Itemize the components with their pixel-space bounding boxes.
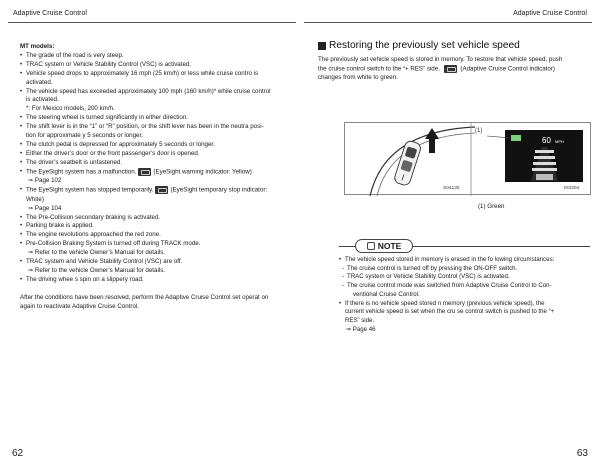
note-item: - The cruise control is turned off by pressing the ON-OFF switch. <box>339 265 590 274</box>
page-number-right: 63 <box>576 448 588 459</box>
condition-item: • Vehicle speed drops to approximately 16 mph (25 km/h) or less while cruise contro is <box>20 70 292 79</box>
condition-item: • The grade of the road is very steep. <box>20 52 292 61</box>
condition-item: • The engine revolutions approached the red zone. <box>20 231 292 240</box>
square-bullet-icon <box>318 42 326 50</box>
speed-unit: MPH <box>555 139 564 144</box>
page-reference: ⇒ Page 46 <box>346 325 376 333</box>
note-item: current vehicle speed is set when the cru se control switch is pushed to the “+ <box>345 308 555 316</box>
condition-item: • The driving whee s spin on a slippery road. <box>20 276 292 285</box>
condition-item: *: For Mexico models, 200 km/h. <box>26 105 115 113</box>
mt-models-heading: MT models: <box>20 43 55 50</box>
page-reference: ⇒ Refer to the vehicle Owner’s Manual for details. <box>28 266 166 274</box>
eyesight-indicator-icon <box>155 186 168 194</box>
page-number-left: 62 <box>12 448 24 459</box>
indicator-description: (EyeSight temporary stop indicator: <box>170 186 268 194</box>
note-item: • The vehicle speed stored in memory is erased in the fo lowing circumstances: <box>339 256 590 265</box>
gap-bar <box>535 150 554 153</box>
condition-item: is activated. <box>26 96 59 104</box>
condition-item: • Pre-Collision Braking System is turned off during TRACK mode. <box>20 240 292 249</box>
condition-item: • The vehicle speed has exceeded approximately 100 mph (160 km/h)* while cruise control <box>20 88 292 97</box>
body-text: (Adaptive Cruise Control indicator) <box>460 65 555 73</box>
steering-wheel-inner-arc <box>377 133 475 196</box>
section-title <box>318 40 590 52</box>
gap-bar <box>534 156 555 159</box>
page-reference: ⇒ Page 102 <box>28 177 62 185</box>
condition-item: • The steering wheel is turned significantly in either direction. <box>20 114 292 123</box>
header-rule-right <box>304 22 592 23</box>
condition-item: • The Pre-Collision secondary braking is activated. <box>20 214 292 223</box>
condition-item: tion for approximate y 5 seconds or longer. <box>26 132 143 140</box>
condition-item: White) <box>26 195 44 203</box>
condition-text: The EyeSight system has a malfunction. <box>26 168 137 176</box>
page-header-right: Adaptive Cruise Control <box>513 10 587 17</box>
callout-label: (1) <box>475 128 483 134</box>
left-column <box>20 43 292 312</box>
condition-item: • Either the driver’s door or the front passenger’s door is opened. <box>20 150 292 159</box>
cruise-lever-icon <box>393 140 422 187</box>
note-item: - The cruise control mode was switched from Adaptive Cruise Control to Con- <box>339 282 590 291</box>
condition-text: The EyeSight system has stopped temporarily. <box>26 186 154 194</box>
note-item: • If there is no vehicle speed stored n memory (previous vehicle speed), the <box>339 300 590 309</box>
speed-value: 60 <box>542 136 551 145</box>
condition-item <box>20 186 292 196</box>
condition-item: • Parking brake is applied. <box>20 222 292 231</box>
page-header-left: Adaptive Cruise Control <box>13 10 87 17</box>
closing-paragraph <box>20 294 292 312</box>
own-vehicle-icon <box>536 174 553 180</box>
note-item: - TRAC system or Vehicle Stability Control (VSC) is activated. <box>339 273 590 282</box>
condition-item: • The shift lever is in the “1” or “R” position, or the shift lever has been in the neutra posi- <box>20 123 292 132</box>
body-line <box>318 65 590 75</box>
condition-item: • TRAC system and Vehicle Stability Control (VSC) are off. <box>20 258 292 267</box>
note-title: NOTE <box>377 241 402 251</box>
condition-item <box>20 168 292 178</box>
section-title-text: Restoring the previously set vehicle speed <box>329 40 520 51</box>
note-heading <box>355 239 413 253</box>
right-column <box>318 40 590 83</box>
body-text: the cruise control switch to the “+ RES” side. <box>318 65 440 73</box>
figure-code-right: IK0204 <box>564 186 580 191</box>
page-reference: ⇒ Page 104 <box>28 204 62 212</box>
body-line: changes from white to green. <box>318 74 398 82</box>
page-reference: ⇒ Refer to the vehicle Owner’s Manual for details. <box>28 249 166 257</box>
figure-caption: (1) Green <box>478 203 505 210</box>
note-list <box>339 256 590 334</box>
closing-line: After the conditions have been resolved, perform the Adaptive Cruise Control set operat on <box>20 293 269 301</box>
figure-code-left: S04130 <box>443 186 460 191</box>
condition-item: activated. <box>26 78 53 86</box>
illustration-figure <box>344 122 591 195</box>
body-line: The previously set vehicle speed is stored in memory. To restore that vehicle speed, push <box>318 56 563 63</box>
gap-bar <box>532 168 557 171</box>
condition-item: • The clutch pedal is depressed for approximately 5 seconds or longer. <box>20 141 292 150</box>
closing-line: again to reactivate Adaptive Cruise Control. <box>20 302 140 310</box>
cruise-indicator-icon <box>444 65 457 73</box>
eyesight-indicator-icon <box>138 168 151 176</box>
green-cruise-indicator-icon <box>511 135 521 141</box>
note-icon <box>367 242 375 250</box>
note-item: RES” side. <box>345 316 375 324</box>
indicator-description: (EyeSight warning indicator: Yellow) <box>153 168 252 176</box>
header-rule-left <box>8 22 296 23</box>
condition-item: • TRAC system or Vehicle Stability Control (VSC) is activated. <box>20 61 292 70</box>
gap-bar <box>533 162 556 165</box>
figure-drawing <box>345 123 592 196</box>
cancel-conditions-list <box>20 52 292 285</box>
note-item: ventional Cruise Control. <box>353 290 420 298</box>
condition-item: • The driver’s seatbelt is unfastened. <box>20 159 292 168</box>
section-body <box>318 56 590 83</box>
